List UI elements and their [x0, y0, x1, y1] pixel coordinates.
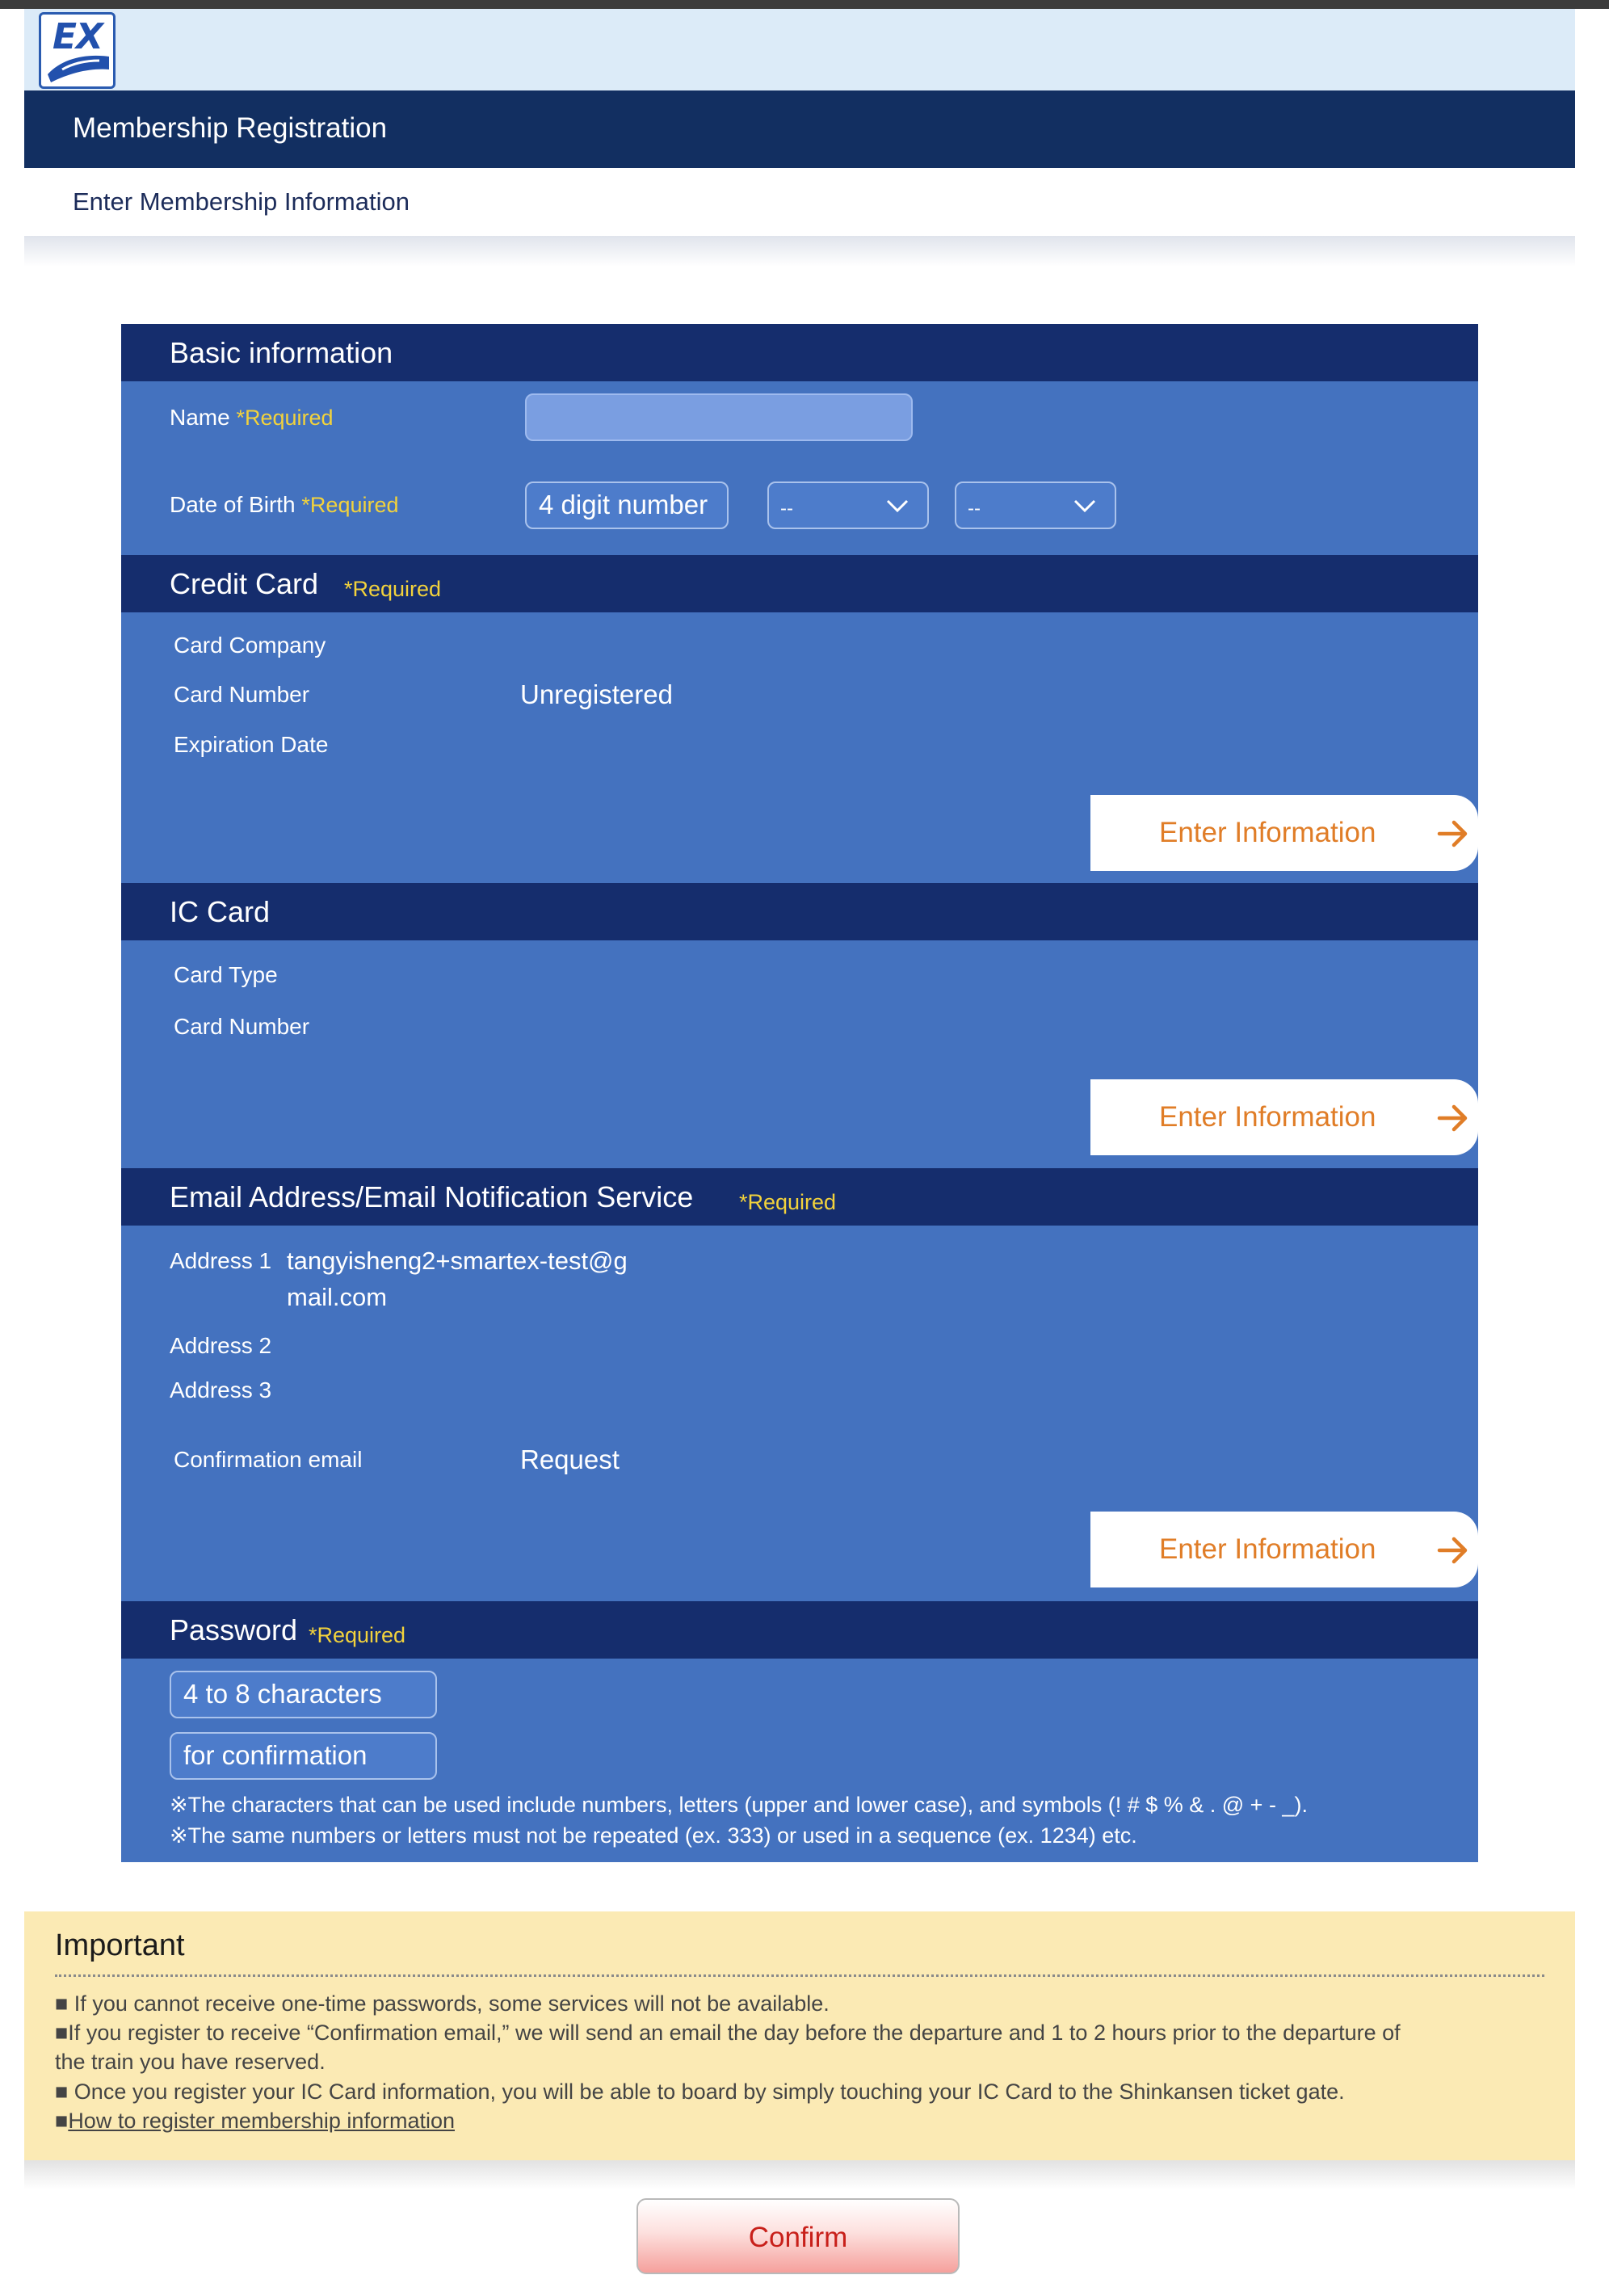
section-title: Password [170, 1613, 298, 1646]
section-basic-information [121, 324, 1478, 381]
page-subtitle-bar [24, 168, 1575, 236]
dotted-divider [55, 1974, 1544, 1977]
name-label-text: Name [170, 405, 230, 430]
required-badge: *Required [301, 493, 399, 517]
chevron-down-icon [885, 498, 910, 514]
section-email [121, 1168, 1478, 1226]
password-input[interactable]: 4 to 8 characters [170, 1671, 437, 1718]
train-icon [46, 50, 111, 86]
required-badge: *Required [236, 406, 334, 430]
chevron-down-icon [1073, 498, 1097, 514]
card-type-label: Card Type [174, 962, 278, 987]
birth-month-value: -- [780, 498, 793, 519]
notice-line: the train you have reserved. [55, 2050, 326, 2074]
credit-card-enter-button[interactable] [1090, 795, 1478, 871]
enter-button-label: Enter Information [1159, 1101, 1376, 1133]
page-subtitle: Enter Membership Information [73, 187, 410, 216]
page-title: Membership Registration [73, 112, 388, 144]
birth-month-select[interactable] [767, 481, 929, 529]
name-input[interactable] [525, 393, 913, 441]
ic-card-number-label: Card Number [174, 1014, 310, 1039]
section-title: IC Card [170, 895, 271, 928]
notice-line: ■ Once you register your IC Card information, you will be able to board by simply touching your IC Card to the Shinkansen ticket gate. [55, 2079, 1345, 2104]
address1-value-line2: mail.com [287, 1283, 388, 1311]
card-number-label: Card Number [174, 682, 310, 707]
address2-label: Address 2 [170, 1333, 272, 1358]
section-credit-card [121, 555, 1478, 612]
section-title: Email Address/Email Notification Service [170, 1180, 694, 1213]
enter-button-label: Enter Information [1159, 1533, 1376, 1565]
dob-label [170, 492, 399, 518]
required-badge: *Required [344, 577, 442, 601]
arrow-right-icon [1435, 1100, 1472, 1137]
enter-button-label: Enter Information [1159, 817, 1376, 848]
expiration-date-label: Expiration Date [174, 732, 329, 757]
browser-top-bar [0, 0, 1609, 9]
ic-card-enter-button[interactable] [1090, 1079, 1478, 1155]
confirm-button-label: Confirm [748, 2222, 848, 2253]
section-title: Credit Card [170, 567, 319, 600]
birth-day-select[interactable] [955, 481, 1116, 529]
subtitle-shadow [24, 236, 1575, 267]
password-note-sequence: ※The same numbers or letters must not be repeated (ex. 333) or used in a sequence (ex. 1234) etc. [170, 1823, 1137, 1848]
card-company-label: Card Company [174, 633, 326, 658]
address1-value-line1: tangyisheng2+smartex-test@g [287, 1247, 628, 1275]
registration-form [121, 324, 1478, 1862]
bullet: ■ [55, 2109, 69, 2133]
address3-label: Address 3 [170, 1377, 272, 1402]
important-notice [24, 1911, 1575, 2160]
confirmation-email-label: Confirmation email [174, 1447, 363, 1472]
notice-line [55, 2109, 455, 2134]
ex-logo[interactable] [39, 12, 116, 89]
confirmation-email-value: Request [520, 1444, 620, 1474]
notice-line: ■If you register to receive “Confirmation email,” we will send an email the day before the departure and 1 to 2 hours prior to the departure of [55, 2021, 1401, 2045]
notice-shadow [24, 2160, 1575, 2189]
how-to-register-link[interactable]: How to register membership information [68, 2109, 455, 2133]
notice-line: ■ If you cannot receive one-time passwords, some services will not be available. [55, 1991, 830, 2016]
important-title: Important [55, 1928, 185, 1962]
birth-day-value: -- [968, 498, 981, 519]
confirm-button[interactable] [636, 2198, 960, 2274]
password-confirm-input[interactable]: for confirmation [170, 1732, 437, 1780]
name-label [170, 405, 334, 431]
required-badge: *Required [739, 1190, 837, 1214]
password-note-characters: ※The characters that can be used include numbers, letters (upper and lower case), and symbols (! # $ % & . @ + - _). [170, 1793, 1308, 1817]
section-password [121, 1601, 1478, 1659]
birth-year-input[interactable]: 4 digit number [525, 481, 729, 529]
section-title: Basic information [170, 336, 393, 369]
address1-label: Address 1 [170, 1248, 272, 1273]
logo-text: EX [53, 16, 103, 57]
email-enter-button[interactable] [1090, 1512, 1478, 1587]
required-badge: *Required [309, 1623, 406, 1647]
brand-header [24, 9, 1575, 90]
dob-label-text: Date of Birth [170, 492, 296, 517]
page-title-bar [24, 90, 1575, 168]
arrow-right-icon [1435, 1532, 1472, 1569]
credit-card-status: Unregistered [520, 679, 673, 709]
section-ic-card [121, 883, 1478, 940]
arrow-right-icon [1435, 815, 1472, 852]
